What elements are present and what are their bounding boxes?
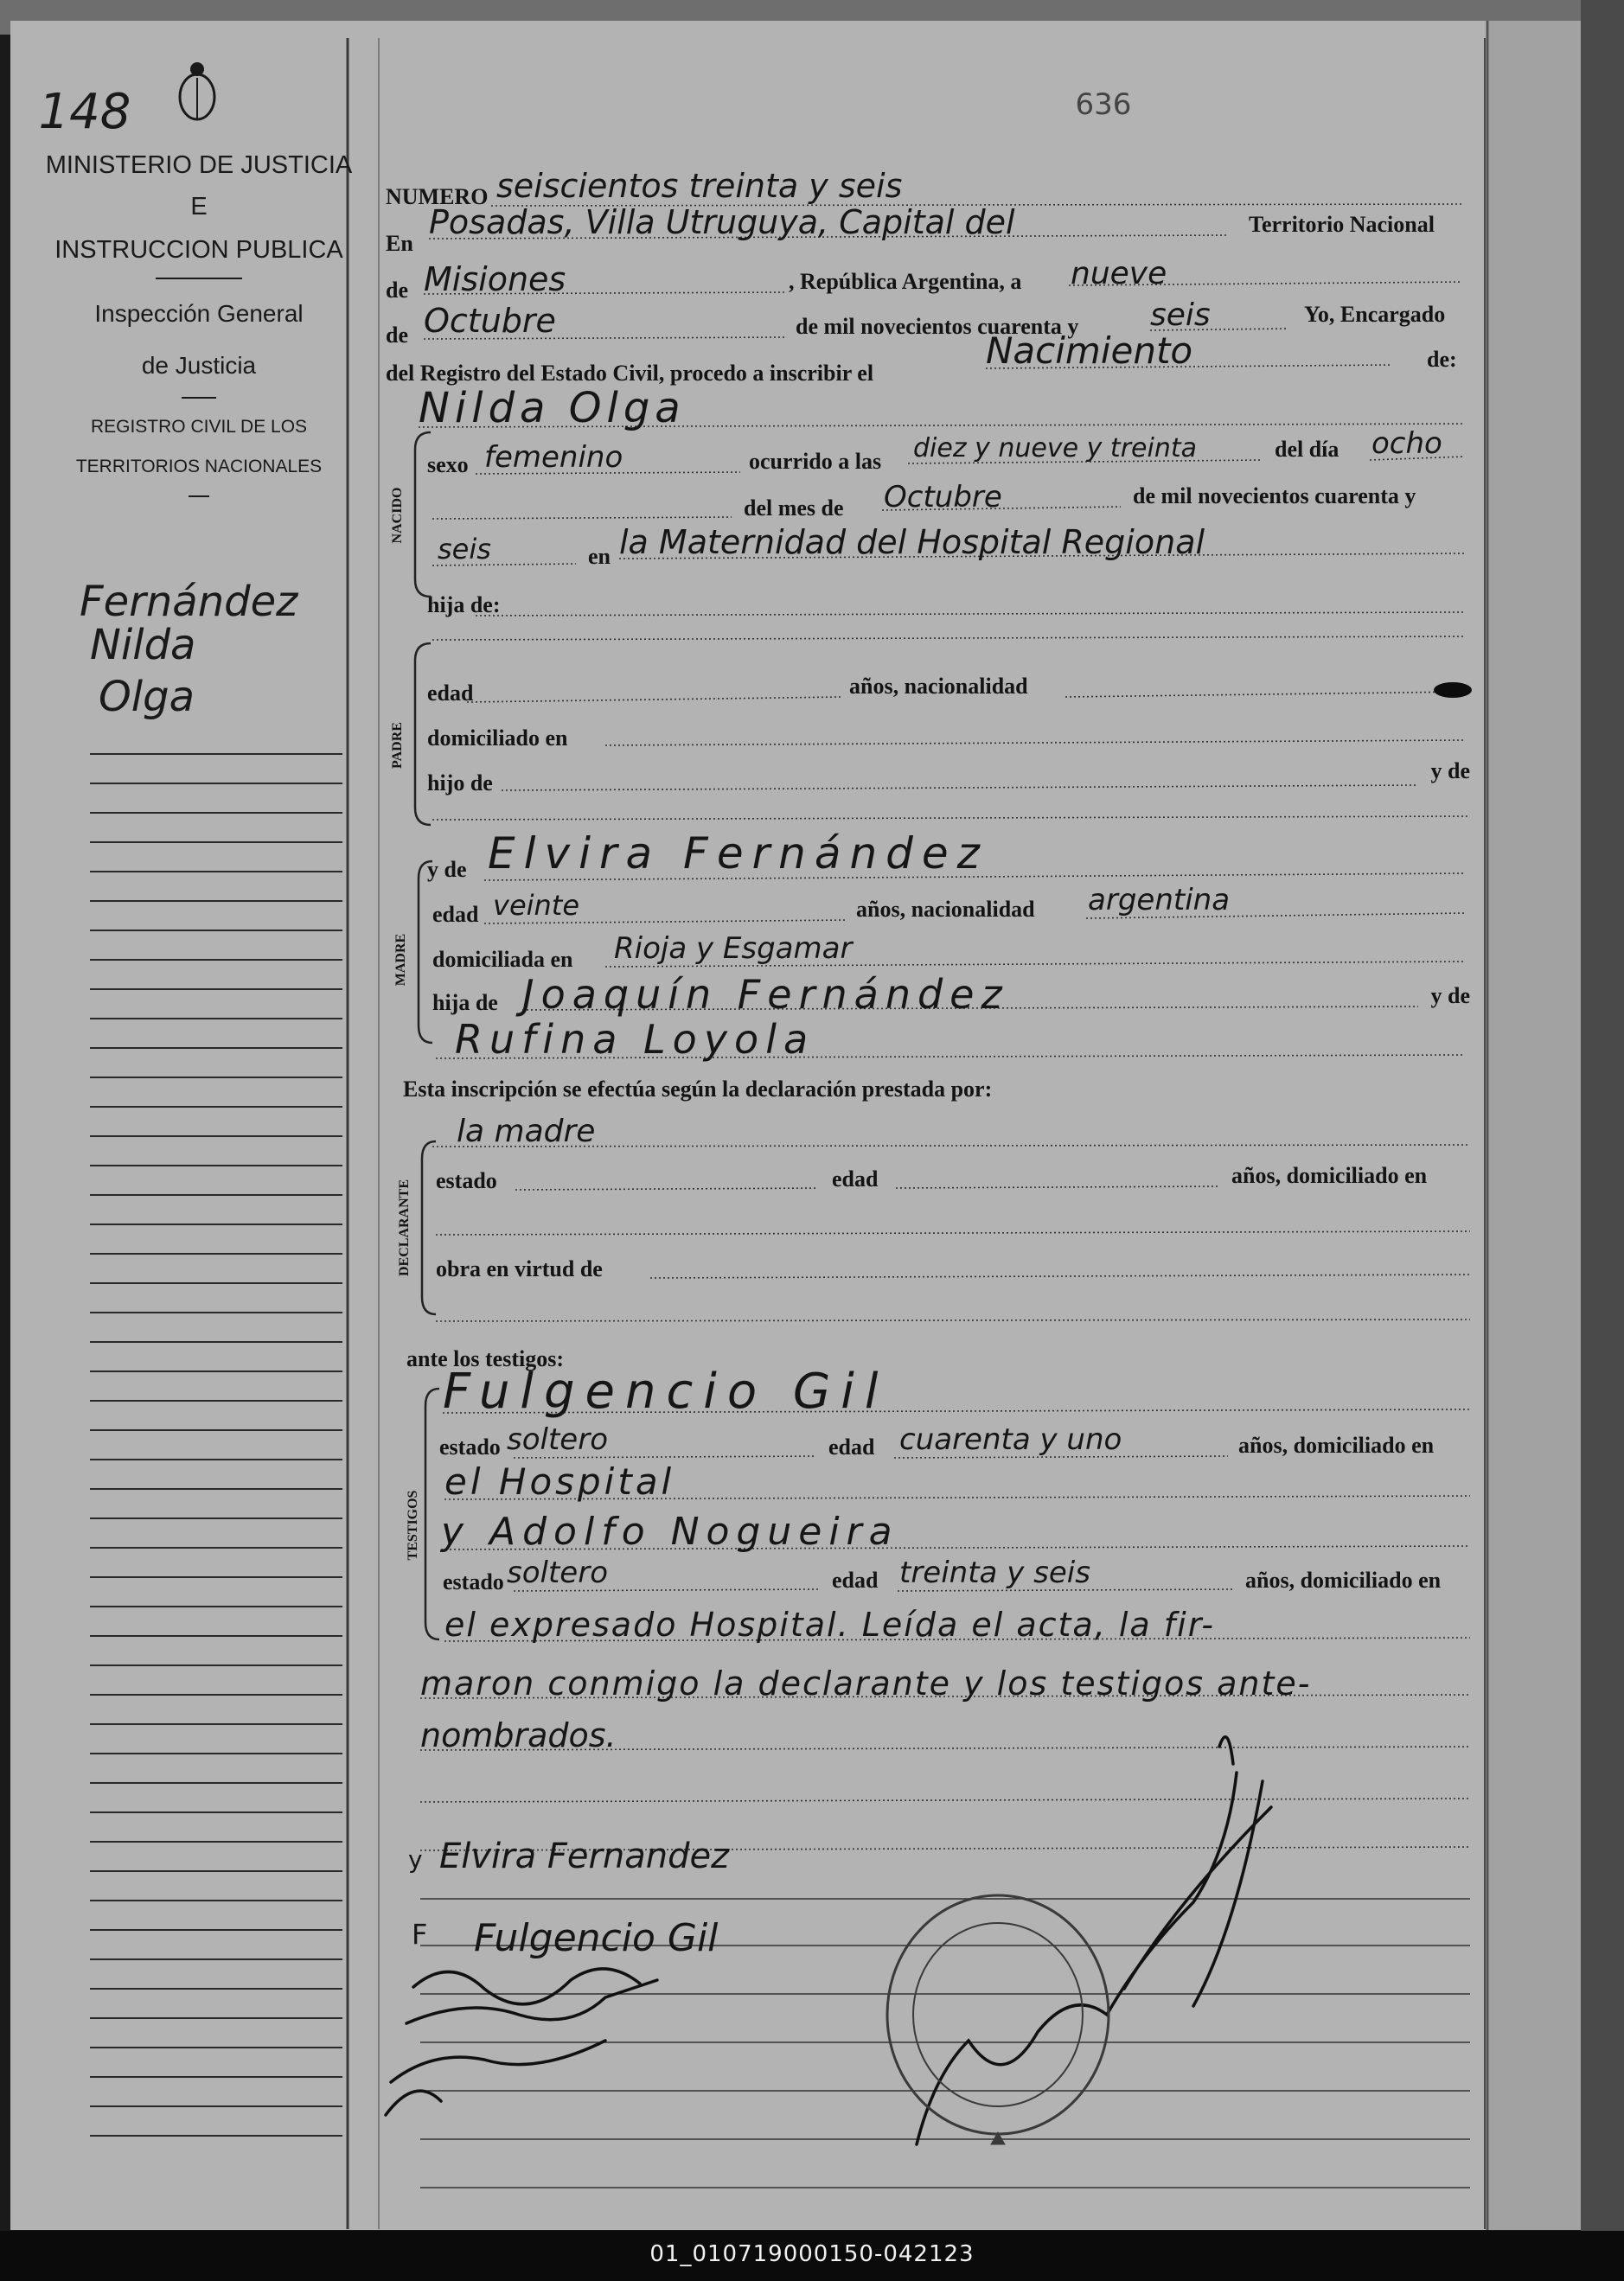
year-label: de mil novecientos cuarenta y	[796, 314, 1079, 339]
ink-blot	[1434, 682, 1472, 698]
de-label-2: de	[386, 323, 408, 348]
declarante-edad-label: edad	[832, 1166, 879, 1192]
registry-line-1: REGISTRO CIVIL DE LOS	[90, 417, 308, 437]
declarante-value: la madre	[457, 1114, 596, 1149]
numero-label: NUMERO	[386, 184, 489, 209]
testigo2-name: y Adolfo Nogueira	[441, 1510, 899, 1554]
en-label-2: en	[588, 544, 611, 569]
republica-label: , República Argentina, a	[789, 269, 1022, 294]
ministry-line-3: INSTRUCCION PUBLICA	[54, 236, 343, 264]
registro-label: del Registro del Estado Civil, procedo a inscribir el	[386, 361, 874, 386]
year-value: seis	[1150, 297, 1211, 333]
registry-line-2: TERRITORIOS NACIONALES	[75, 457, 323, 476]
padre-y-de-label: y de	[1430, 758, 1470, 783]
inspection-line-2: de Justicia	[141, 352, 257, 379]
testigo1-domicilio-value: el Hospital	[444, 1460, 675, 1503]
closing-line-3: nombrados.	[420, 1716, 617, 1754]
signature-1: Elvira Fernandez	[439, 1837, 730, 1876]
madre-section-label: MADRE	[393, 933, 408, 987]
padre-domicilio-label: domiciliado en	[427, 725, 568, 751]
footer-image-id: 01_010719000150-042123	[649, 2241, 975, 2267]
padre-edad-label: edad	[427, 680, 474, 706]
anio-value: seis	[438, 533, 491, 565]
testigos-intro: ante los testigos:	[406, 1346, 564, 1371]
page-number: 636	[1075, 87, 1132, 122]
ministry-line-2: E	[190, 193, 208, 220]
padre-hijo-label: hijo de	[427, 770, 493, 795]
padre-nacionalidad-label: años, nacionalidad	[849, 674, 1028, 699]
month-value: Octubre	[424, 302, 556, 340]
en-label: En	[386, 231, 413, 256]
hija-de-label: hija de:	[427, 592, 501, 617]
mes-value: Octubre	[884, 480, 1002, 514]
margin-surname: Fernández	[80, 578, 298, 626]
closing-line-2: maron conmigo la declarante y los testigos ante-	[420, 1664, 1312, 1703]
testigos-section-label: TESTIGOS	[406, 1490, 420, 1561]
declarante-anios-label: años, domiciliado en	[1231, 1163, 1428, 1188]
obra-label: obra en virtud de	[436, 1256, 603, 1281]
de-colon-label: de:	[1427, 347, 1457, 372]
nacido-section-label: NACIDO	[390, 487, 405, 544]
madre-name-value: Elvira Fernández	[488, 828, 988, 879]
testigo1-anios-label: años, domiciliado en	[1238, 1433, 1435, 1458]
testigo1-edad-value: cuarenta y uno	[899, 1422, 1122, 1457]
madre-domicilio-label: domiciliada en	[432, 947, 573, 972]
signature-prefix-1: y	[408, 1845, 423, 1874]
dia-value: ocho	[1371, 426, 1442, 461]
hour-value: diez y nueve y treinta	[913, 433, 1197, 463]
testigo1-estado-value: soltero	[507, 1422, 608, 1457]
madre-nacionalidad-label: años, nacionalidad	[856, 897, 1035, 922]
testigo1-name: Fulgencio Gil	[443, 1364, 889, 1420]
testigo2-estado-label: estado	[443, 1569, 504, 1594]
testigo1-edad-label: edad	[828, 1434, 875, 1460]
margin-name-1: Nilda	[90, 621, 196, 669]
ocurrido-label: ocurrido a las	[749, 449, 882, 474]
province-value: Misiones	[424, 260, 566, 298]
testigo2-estado-value: soltero	[507, 1556, 608, 1590]
declarante-estado-label: estado	[436, 1168, 497, 1193]
madre-father-value: Joaquín Fernández	[522, 971, 1009, 1018]
sexo-value: femenino	[484, 440, 623, 475]
anio-label: de mil novecientos cuarenta y	[1133, 483, 1416, 508]
person-name-value: Nilda Olga	[419, 384, 686, 432]
ministry-line-1: MINISTERIO DE JUSTICIA	[45, 151, 353, 179]
de-label: de	[386, 278, 408, 303]
footer-bar	[0, 2231, 1624, 2281]
closing-line-1: el expresado Hospital. Leída el acta, la fir-	[444, 1606, 1215, 1644]
testigo1-estado-label: estado	[439, 1434, 501, 1460]
madre-y-de-label-2: y de	[1430, 983, 1470, 1008]
declaracion-intro: Esta inscripción se efectúa según la declaración prestada por:	[403, 1077, 993, 1102]
folio-number: 148	[38, 84, 131, 140]
lugar-value: la Maternidad del Hospital Regional	[619, 523, 1205, 561]
madre-edad-value: veinte	[493, 889, 580, 922]
day-value: nueve	[1071, 256, 1167, 291]
inspection-line-1: Inspección General	[94, 300, 304, 327]
sexo-label: sexo	[427, 452, 469, 477]
madre-nacionalidad-value: argentina	[1088, 883, 1231, 917]
padre-section-label: PADRE	[390, 722, 405, 769]
declarante-section-label: DECLARANTE	[397, 1179, 412, 1277]
margin-name-2: Olga	[99, 673, 195, 721]
testigo2-edad-value: treinta y seis	[899, 1556, 1090, 1590]
madre-mother-value: Rufina Loyola	[455, 1016, 815, 1063]
testigo2-anios-label: años, domiciliado en	[1245, 1568, 1442, 1593]
yo-encargado-label: Yo, Encargado	[1304, 302, 1446, 327]
place-value: Posadas, Villa Utruguya, Capital del	[429, 203, 1015, 241]
madre-edad-label: edad	[432, 902, 479, 927]
signature-prefix-2: F	[412, 1918, 428, 1951]
mes-label: del mes de	[744, 495, 844, 521]
madre-y-de-label: y de	[427, 857, 467, 882]
del-dia-label: del día	[1275, 437, 1339, 462]
territorio-label: Territorio Nacional	[1249, 212, 1435, 237]
madre-domicilio-value: Rioja y Esgamar	[614, 931, 853, 966]
act-type-value: Nacimiento	[986, 329, 1193, 372]
signature-2: Fulgencio Gil	[474, 1916, 719, 1960]
testigo2-edad-label: edad	[832, 1568, 879, 1593]
numero-value: seiscientos treinta y seis	[496, 167, 903, 205]
madre-hija-label: hija de	[432, 990, 498, 1015]
